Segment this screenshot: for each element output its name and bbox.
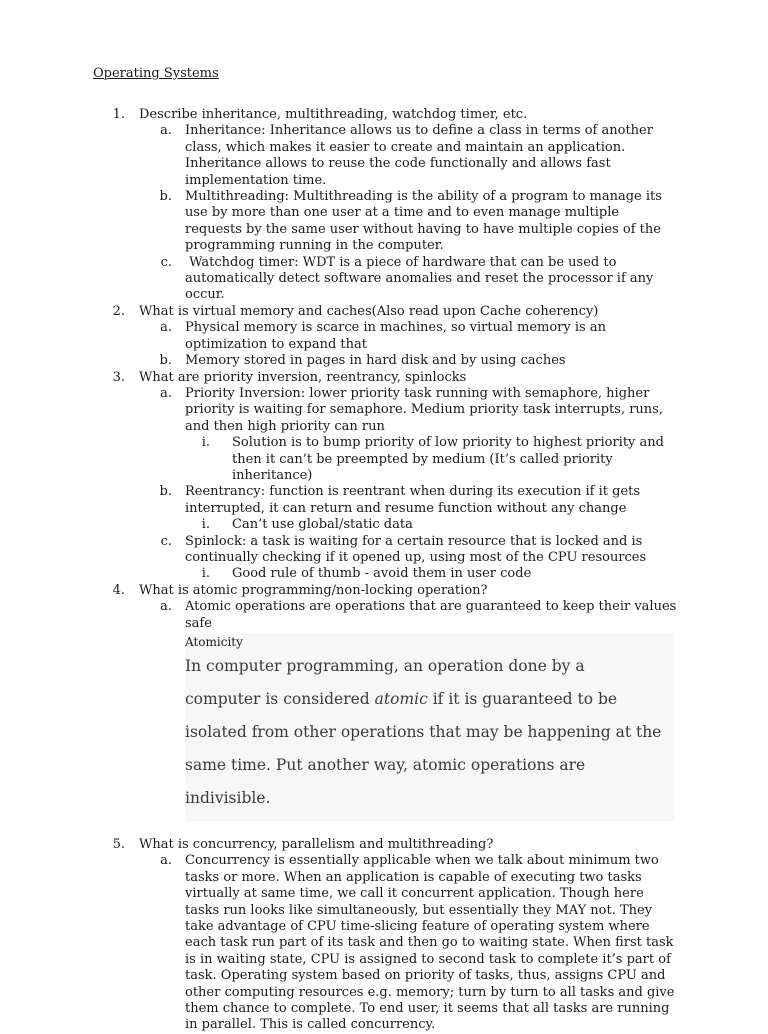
sub-item-label: b. (159, 189, 172, 205)
sub-item-text: Concurrency is essentially applicable when we talk about minimum two tasks or more. When an application is capable of executing two tasks virtually at same time, we call it concurrent application. Though here tasks run looks like simultaneously, but essentially they MAY not. They take advantage of CPU time-slicing feature of operating system where each task run part of its task and then go to waiting state. When first task is in waiting state, CPU is assigned to second task to complete it’s part of task. Operating system based on priority of tasks, thus, assigns CPU and other computing resources e.g. memory; turn by turn to all tasks and give them chance to complete. To end user, it seems that all tasks are running in parallel. This is called concurrency. (185, 853, 675, 1033)
sub-item-text: Watchdog timer: WDT is a piece of hardware that can be used to automatically detect software anomalies and reset the processor if any occur. (185, 254, 658, 303)
list-item (0, 837, 768, 853)
sub-item (0, 484, 768, 517)
sub-item-text: Multithreading: Multithreading is the ability of a program to manage its use by more than one user at a time and to even manage multiple requests by the same user without having to have multiple copies of the programming running in the computer. (185, 189, 662, 254)
sub-item-text: Priority Inversion: lower priority task running with semaphore, higher priority is waiting for semaphore. Medium priority task interrupts, runs, and then high priority can run (185, 385, 663, 434)
sub-item-text: Physical memory is scarce in machines, so virtual memory is an optimization to expand that (185, 320, 606, 352)
item-number: 1. (112, 107, 125, 122)
sub-item-text: Memory stored in pages in hard disk and by using caches (185, 353, 566, 369)
sub-item-text: Reentrancy: function is reentrant when during its execution if it gets interrupted, it can return and resume function without any change (185, 484, 641, 516)
sub-item (0, 386, 768, 435)
sub-sub-item-text: Solution is to bump priority of low priority to highest priority and then it can’t be preempted by medium (It’s called priority inheritance) (232, 435, 664, 483)
sub-item (0, 353, 768, 369)
sub-sub-item (0, 517, 768, 533)
item-number: 4. (112, 582, 125, 598)
list-item (0, 304, 768, 320)
quote-text (185, 650, 674, 815)
sub-item-label: a. (160, 599, 172, 615)
sub-item-label: a. (160, 853, 172, 869)
item-question: What is virtual memory and caches(Also read upon Cache coherency) (139, 303, 599, 319)
question-list (0, 107, 768, 1034)
quote-heading: Atomicity (185, 635, 243, 649)
sub-item (0, 599, 768, 632)
item-number: 2. (112, 303, 125, 319)
quote-emphasis: atomic (374, 690, 428, 708)
item-number: 5. (112, 837, 125, 852)
sub-sub-item-text: Good rule of thumb - avoid them in user code (232, 566, 532, 582)
sub-item-label: a. (160, 320, 172, 336)
sub-item-text: Atomic operations are operations that are guaranteed to keep their values safe (185, 599, 677, 631)
sub-sub-item (0, 566, 768, 582)
sub-item (0, 853, 768, 1033)
sub-item-label: b. (159, 484, 172, 500)
page-title: Operating Systems (93, 66, 219, 81)
sub-sub-item-label: i. (201, 435, 210, 451)
sub-item-label: b. (159, 353, 172, 369)
sub-item (0, 534, 768, 567)
list-item (0, 107, 768, 123)
sub-sub-item-text: Can’t use global/static data (232, 517, 413, 533)
sub-item-text: Spinlock: a task is waiting for a certain resource that is locked and is continually checking if it opened up, using most of the CPU resources (185, 533, 647, 565)
sub-sub-item-label: i. (201, 517, 210, 533)
sub-item-label: a. (160, 123, 172, 139)
quote-text-before: In computer programming, an operation done by a computer is considered (185, 657, 585, 708)
quote-text-after: if it is guaranteed to be isolated from other operations that may be happening at the same time. Put another way, atomic operations are indivisible. (185, 690, 662, 807)
spacer (0, 821, 768, 837)
item-question: What is concurrency, parallelism and multithreading? (139, 837, 494, 852)
item-question: What are priority inversion, reentrancy, spinlocks (139, 369, 467, 385)
sub-item (0, 123, 768, 189)
sub-item (0, 320, 768, 353)
item-question: Describe inheritance, multithreading, watchdog timer, etc. (139, 107, 528, 122)
sub-item (0, 255, 768, 304)
sub-sub-item (0, 435, 768, 484)
sub-item (0, 189, 768, 255)
list-item (0, 370, 768, 386)
item-number: 3. (112, 369, 125, 385)
sub-item-label: c. (160, 533, 172, 549)
list-item (0, 583, 768, 599)
sub-item-label: c. (160, 254, 172, 270)
atomicity-quote-box (185, 634, 674, 821)
sub-item-label: a. (160, 385, 172, 401)
item-question: What is atomic programming/non-locking operation? (139, 582, 488, 598)
sub-item-text: Inheritance: Inheritance allows us to define a class in terms of another class, which makes it easier to create and maintain an application. Inheritance allows to reuse the code functionally and allows fast implementation time. (185, 123, 653, 188)
sub-sub-item-label: i. (201, 566, 210, 582)
